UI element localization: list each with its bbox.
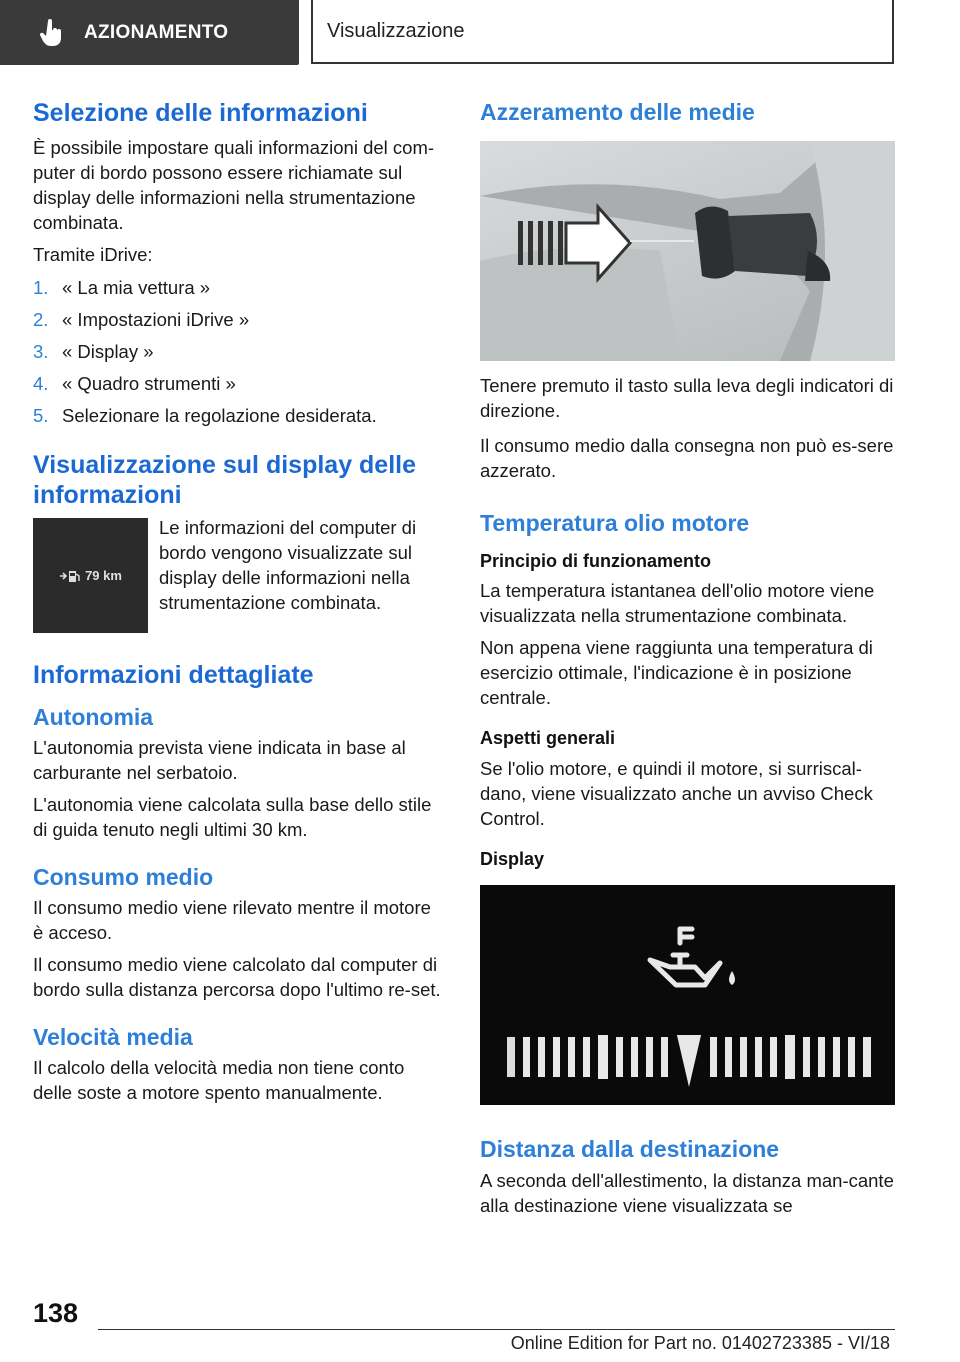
list-item: 3. « Display »	[33, 341, 154, 362]
paragraph-consumo-2: Il consumo medio viene calcolato dal computer di bordo sulla distanza percorsa dopo l'ultimo re-set.	[33, 954, 441, 1000]
heading-distanza: Distanza dalla destinazione	[480, 1136, 780, 1162]
paragraph-selezione: È possibile impostare quali informazioni del com-puter di bordo possono essere richiamate sul display delle informazioni nella strumentazione combinata.	[33, 137, 435, 233]
paragraph-idrive: Tramite iDrive:	[33, 244, 153, 265]
left-column	[33, 98, 443, 1105]
list-item: 1. « La mia vettura »	[33, 277, 211, 298]
paragraph-autonomia-1: L'autonomia prevista viene indicata in base al carburante nel serbatoio.	[33, 737, 406, 783]
paragraph-velocita: Il calcolo della velocità media non tiene conto delle soste a motore spento manualmente.	[33, 1057, 405, 1103]
heading-azzeramento: Azzeramento delle medie	[480, 99, 755, 125]
steps-list	[33, 275, 443, 428]
heading-velocita: Velocità media	[33, 1024, 193, 1050]
right-column	[480, 98, 895, 1218]
turn-signal-lever-icon	[480, 141, 895, 361]
chapter-tab	[311, 0, 894, 64]
paragraph-autonomia-2: L'autonomia viene calcolata sulla base dello stile di guida tenuto negli ultimi 30 km.	[33, 794, 432, 840]
page-number: 138	[33, 1298, 79, 1328]
footer-divider	[98, 1329, 895, 1330]
paragraph-principio-2: Non appena viene raggiunta una temperatura di esercizio ottimale, l'indicazione è in posizione centrale.	[480, 637, 873, 708]
range-value: 79 km	[85, 568, 122, 583]
turn-signal-lever-image	[480, 141, 895, 361]
paragraph-visualizzazione: Le informazioni del computer di bordo vengono visualizzate sul display delle informazioni nella strumentazione combinata.	[159, 517, 417, 613]
heading-consumo: Consumo medio	[33, 864, 214, 890]
heading-display: Display	[480, 849, 545, 869]
section-tab	[0, 0, 299, 65]
paragraph-azzeramento-2: Il consumo medio dalla consegna non può es-sere azzerato.	[480, 435, 894, 481]
heading-visualizzazione: Visualizzazione sul display delle informazioni	[33, 451, 417, 509]
paragraph-consumo-1: Il consumo medio viene rilevato mentre il motore è acceso.	[33, 897, 431, 943]
heading-selezione: Selezione delle informazioni	[33, 99, 368, 127]
oil-can-icon	[650, 929, 720, 985]
heading-temperatura: Temperatura olio motore	[480, 510, 750, 536]
range-display-image	[33, 518, 148, 633]
paragraph-aspetti: Se l'olio motore, e quindi il motore, si surriscal-dano, viene visualizzato anche un avviso Check Control.	[480, 758, 873, 829]
heading-autonomia: Autonomia	[33, 704, 154, 730]
section-title: AZIONAMENTO	[84, 21, 229, 43]
gauge-bars-left	[507, 1035, 875, 1100]
paragraph-distanza: A seconda dell'allestimento, la distanza man-cante alla destinazione viene visualizzata se	[480, 1170, 894, 1216]
heading-principio: Principio di funzionamento	[480, 551, 711, 571]
paragraph-principio-1: La temperatura istantanea dell'olio motore viene visualizzata nella strumentazione combinata.	[480, 580, 875, 626]
edition-label: Online Edition for Part no. 01402723385 - VI/18	[510, 1333, 890, 1353]
heading-aspetti: Aspetti generali	[480, 728, 616, 748]
list-item: 4. « Quadro strumenti »	[33, 373, 236, 394]
paragraph-azzeramento-1: Tenere premuto il tasto sulla leva degli indicatori di direzione.	[480, 375, 894, 421]
list-item: 5. Selezionare la regolazione desiderata.	[33, 405, 377, 426]
fuel-pump-icon	[59, 569, 81, 583]
visual-block	[33, 518, 443, 633]
chapter-title: Visualizzazione	[327, 19, 465, 42]
gauge-scale-icon	[507, 1035, 875, 1095]
oil-temperature-display-image	[480, 885, 895, 1105]
heading-dettagliate: Informazioni dettagliate	[33, 661, 314, 689]
list-item: 2. « Impostazioni iDrive »	[33, 309, 250, 330]
hand-pointer-icon	[40, 19, 64, 47]
